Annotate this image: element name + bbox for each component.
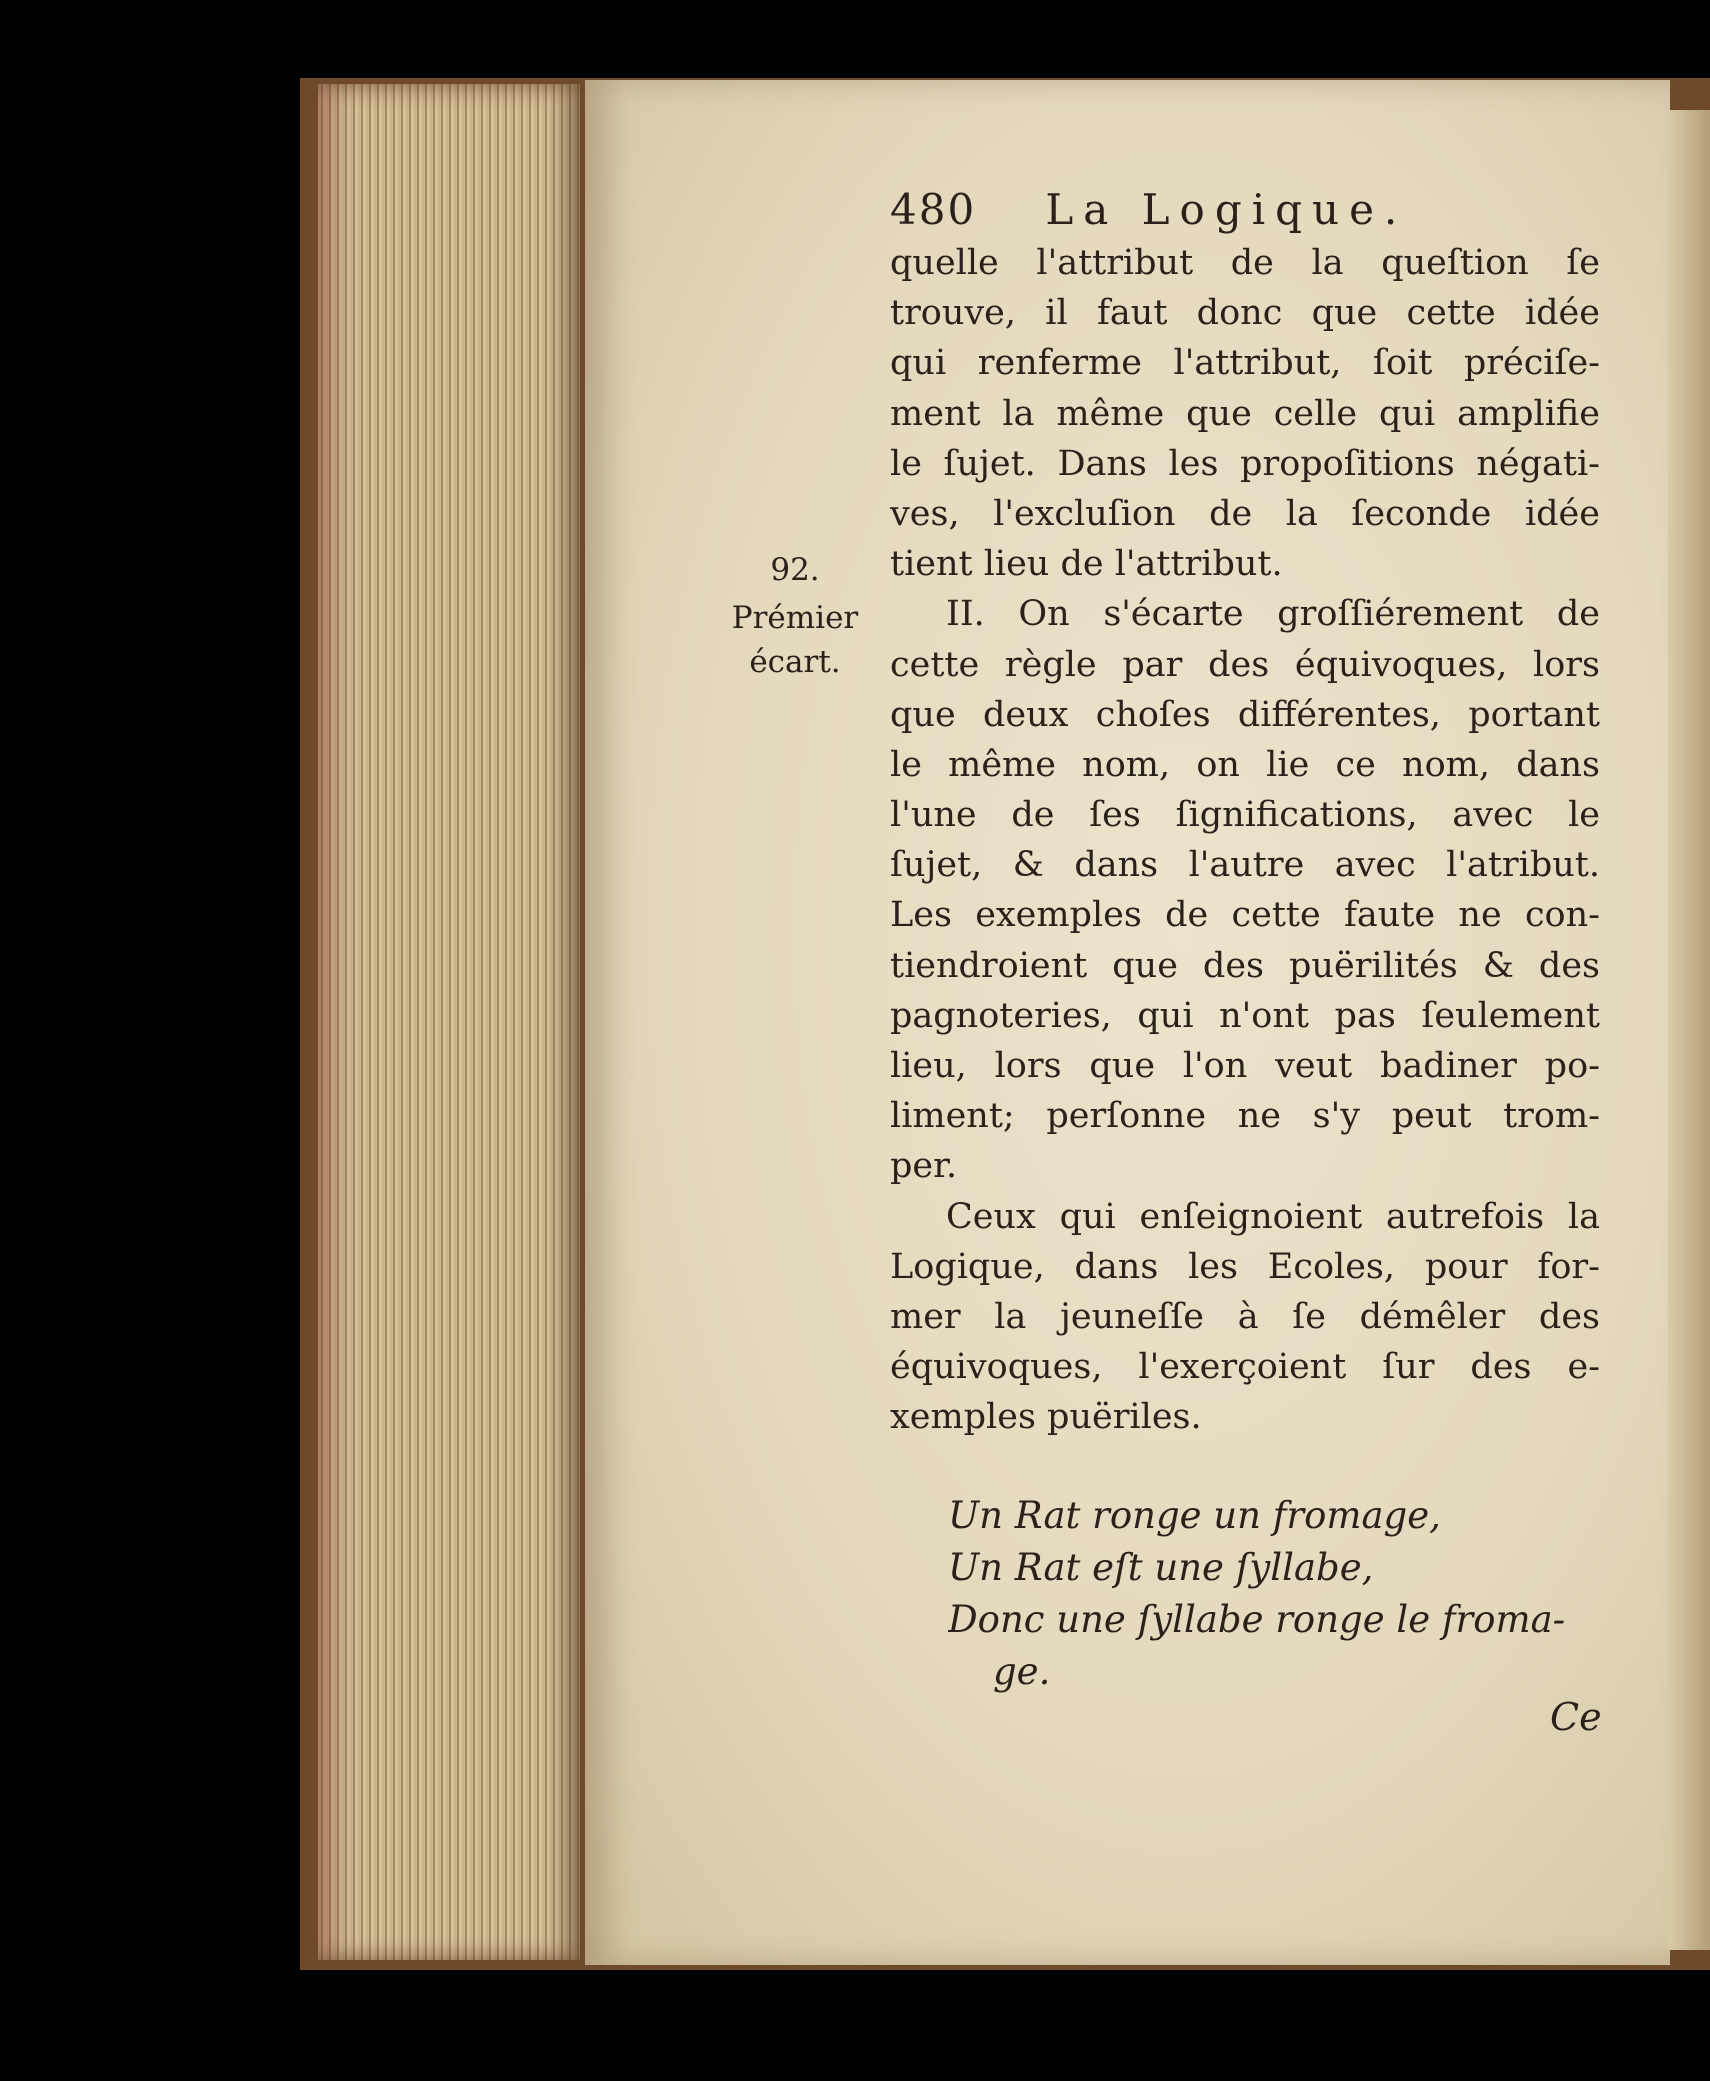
text-line: équivoques, l'exerçoient ſur des e- (890, 1347, 1600, 1388)
verse-line: Un Rat ronge un fromage, (948, 1494, 1441, 1537)
text-line: qui renferme l'attribut, ſoit préciſe- (890, 343, 1600, 384)
margin-note-line2: écart. (749, 644, 841, 680)
text-line: tiendroient que des puërilités & des (890, 945, 1600, 986)
text-line: ment la même que celle qui amplifie (890, 393, 1600, 434)
verse-line: Donc une ſyllabe ronge le froma- (948, 1598, 1566, 1641)
text-line: Ceux qui enſeignoient autrefois la (946, 1196, 1600, 1237)
text-line: tient lieu de l'attribut. (890, 544, 1283, 585)
page-number: 480 (890, 185, 977, 234)
verse-block (948, 1490, 1608, 1698)
margin-note-line1: Prémier (731, 600, 859, 636)
text-line: quelle l'attribut de la queſtion ſe (890, 243, 1600, 283)
verse-line: ge. (993, 1650, 1051, 1693)
text-line: cette règle par des équivoques, lors (890, 644, 1600, 685)
text-line: liment; perſonne ne s'y peut trom- (890, 1096, 1600, 1137)
text-line: mer la jeuneſſe à ſe démêler des (890, 1296, 1600, 1337)
text-line: pagnoteries, qui n'ont pas ſeulement (890, 995, 1600, 1036)
text-line: II. On s'écarte groſſiérement de (946, 594, 1600, 635)
section-number: 92. (770, 552, 820, 588)
body-text (890, 238, 1600, 1443)
running-header (890, 185, 1450, 235)
text-line: per. (890, 1146, 958, 1187)
running-title: La Logique. (1045, 185, 1408, 234)
page-edges (318, 84, 580, 1960)
text-line: le même nom, on lie ce nom, dans (890, 744, 1600, 785)
text-line: xemples puëriles. (890, 1397, 1202, 1438)
text-line: Les exemples de cette faute ne con- (890, 895, 1600, 936)
text-line: l'une de ſes ſignifications, avec le (890, 795, 1600, 836)
text-line: ſujet, & dans l'autre avec l'atribut. (890, 845, 1600, 886)
text-line: ves, l'excluſion de la ſeconde idée (890, 493, 1600, 534)
verse-line: Un Rat eſt une ſyllabe, (948, 1546, 1374, 1589)
facing-page-edge (1668, 110, 1710, 1950)
text-line: Logique, dans les Ecoles, pour for- (890, 1246, 1600, 1287)
text-line: que deux choſes différentes, portant (890, 694, 1600, 735)
text-line: trouve, il faut donc que cette idée (890, 293, 1600, 334)
text-line: lieu, lors que l'on veut badiner po- (890, 1046, 1600, 1086)
catchword: Ce (1550, 1695, 1602, 1739)
text-line: le ſujet. Dans les propoſitions négati- (890, 443, 1600, 484)
